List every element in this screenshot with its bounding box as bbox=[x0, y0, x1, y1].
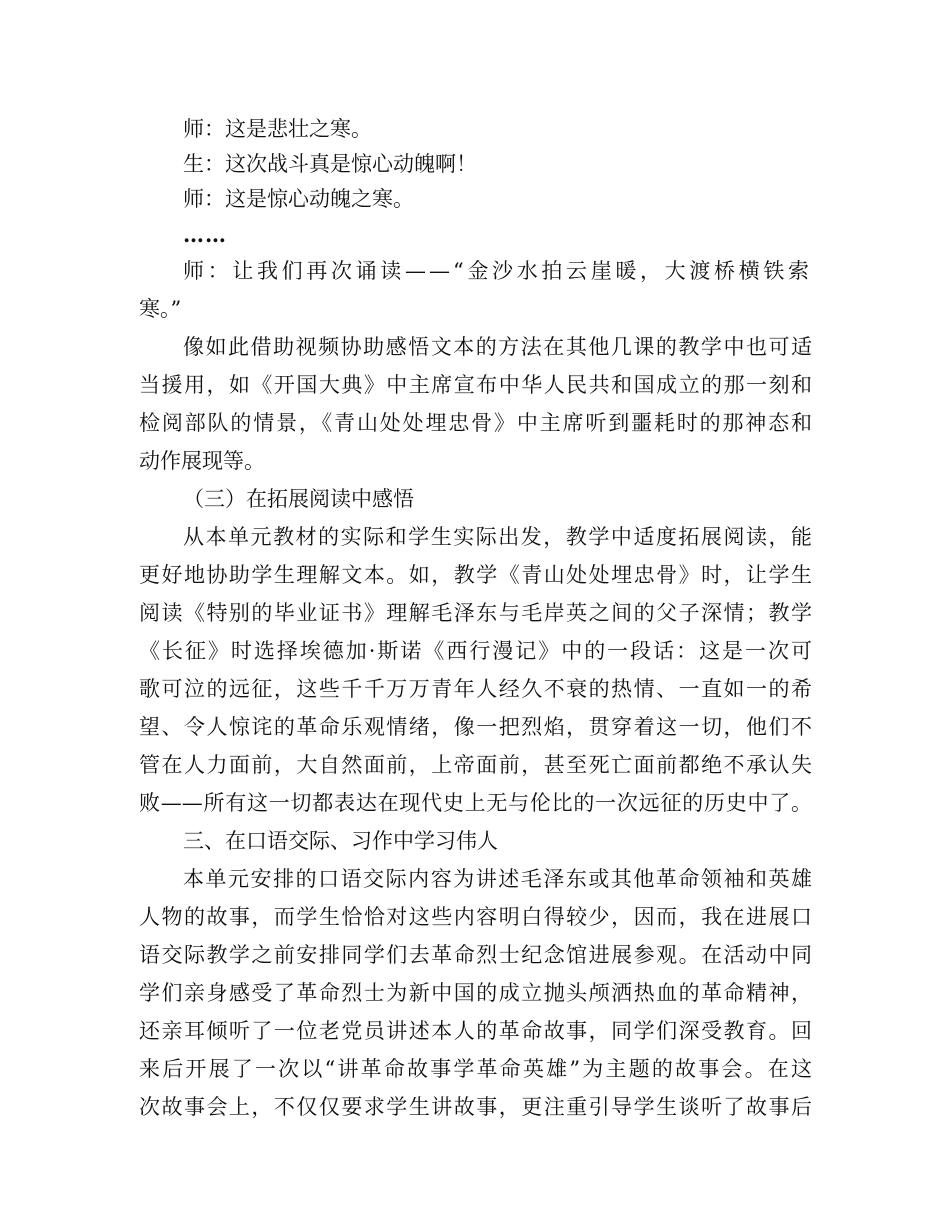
paragraph-line: 《长征》时选择埃德加·斯诺《西行漫记》中的一段话：这是一次可 bbox=[139, 639, 812, 663]
paragraph-line: 检阅部队的情景，《青山处处埋忠骨》中主席听到噩耗时的那神态和 bbox=[139, 411, 812, 435]
paragraph-line: 语交际教学之前安排同学们去革命烈士纪念馆进展参观。在活动中同 bbox=[139, 943, 812, 967]
paragraph-line: 本单元安排的口语交际内容为讲述毛泽东或其他革命领袖和英雄 bbox=[183, 867, 812, 891]
paragraph-line: 动作展现等。 bbox=[139, 449, 265, 473]
paragraph-line: 师：让我们再次诵读——“金沙水拍云崖暖，大渡桥横铁索 bbox=[183, 259, 812, 283]
paragraph-line: 次故事会上，不仅仅要求学生讲故事，更注重引导学生谈听了故事后 bbox=[139, 1095, 812, 1119]
paragraph-line: 当援用，如《开国大典》中主席宣布中华人民共和国成立的那一刻和 bbox=[139, 373, 812, 397]
paragraph-line: 歌可泣的远征，这些千千万万青年人经久不衰的热情、一直如一的希 bbox=[139, 677, 812, 701]
paragraph-line: 来后开展了一次以“讲革命故事学革命英雄”为主题的故事会。在这 bbox=[139, 1057, 812, 1081]
paragraph-line: 学们亲身感受了革命烈士为新中国的成立抛头颅洒热血的革命精神， bbox=[139, 981, 812, 1005]
ellipsis-line: …… bbox=[183, 222, 227, 247]
paragraph-line: 人物的故事，而学生恰恰对这些内容明白得较少，因而，我在进展口 bbox=[139, 905, 812, 929]
paragraph-line: 望、令人惊诧的革命乐观情绪，像一把烈焰，贯穿着这一切，他们不 bbox=[139, 715, 812, 739]
paragraph-line: 阅读《特别的毕业证书》理解毛泽东与毛岸英之间的父子深情；教学 bbox=[139, 601, 812, 625]
dialogue-line-teacher-1: 师：这是悲壮之寒。 bbox=[183, 117, 372, 141]
paragraph-line: 败——所有这一切都表达在现代史上无与伦比的一次远征的历史中了。 bbox=[139, 791, 812, 815]
paragraph-line: 像如此借助视频协助感悟文本的方法在其他几课的教学中也可适 bbox=[183, 335, 812, 359]
document-page bbox=[139, 112, 812, 1126]
paragraph-line: 从本单元教材的实际和学生实际出发，教学中适度拓展阅读，能 bbox=[183, 525, 812, 549]
paragraph-line: 更好地协助学生理解文本。如，教学《青山处处埋忠骨》时，让学生 bbox=[139, 563, 812, 587]
dialogue-line-teacher-2: 师：这是惊心动魄之寒。 bbox=[183, 187, 414, 211]
paragraph-line: 寒。” bbox=[139, 297, 182, 321]
section-heading: 三、在口语交际、习作中学习伟人 bbox=[183, 829, 498, 853]
dialogue-line-student: 生：这次战斗真是惊心动魄啊！ bbox=[183, 152, 477, 176]
section-heading: （三）在拓展阅读中感悟 bbox=[183, 487, 414, 511]
paragraph-line: 还亲耳倾听了一位老党员讲述本人的革命故事，同学们深受教育。回 bbox=[139, 1019, 812, 1043]
paragraph-line: 管在人力面前，大自然面前，上帝面前，甚至死亡面前都绝不承认失 bbox=[139, 753, 812, 777]
